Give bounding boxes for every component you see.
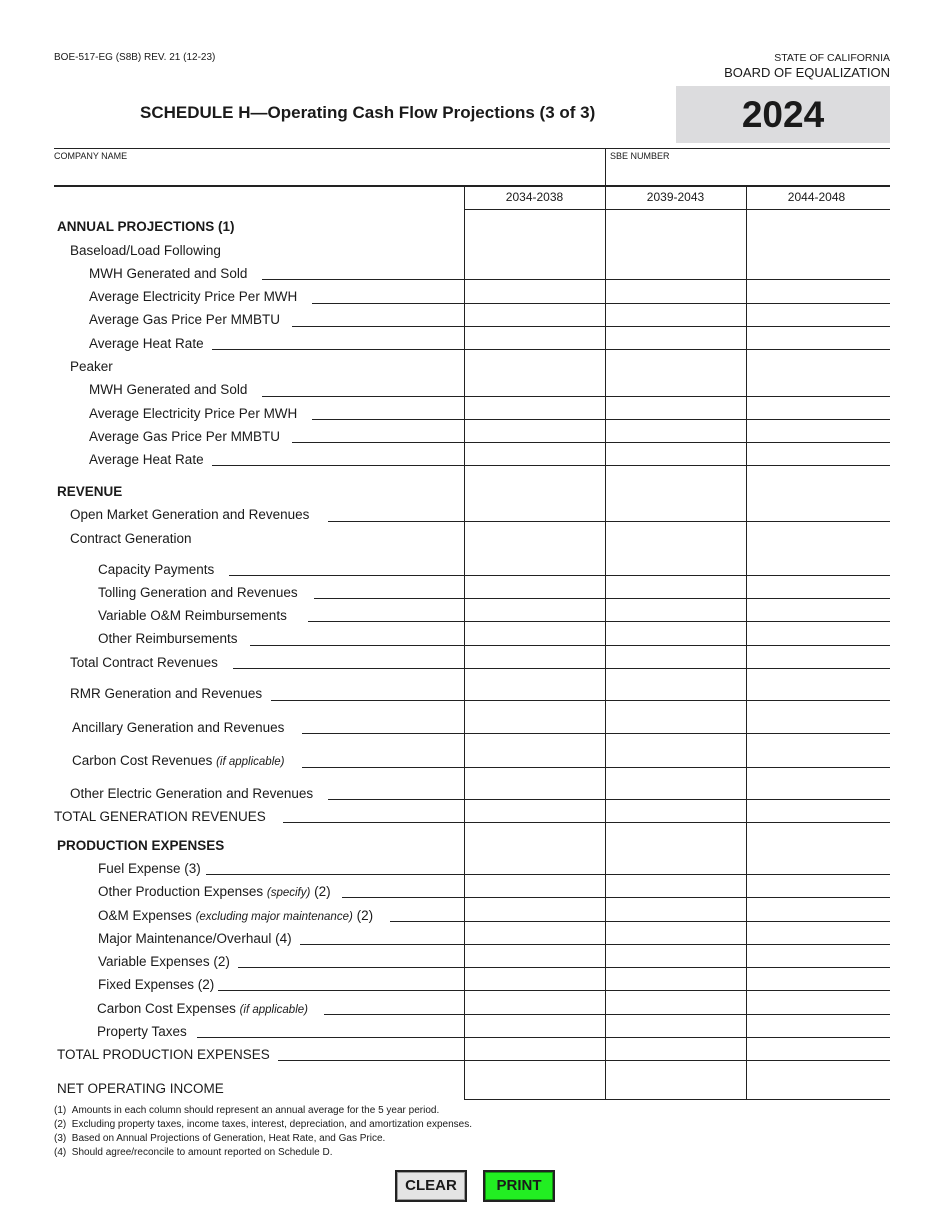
label-peaker: Peaker	[70, 359, 117, 374]
label-property-taxes: Property Taxes	[97, 1024, 191, 1039]
input-net-income-2044[interactable]	[748, 1062, 888, 1098]
label-pk-gas-price: Average Gas Price Per MMBTU	[89, 429, 284, 444]
label-variable-om: Variable O&M Reimbursements	[98, 608, 291, 623]
label-fuel-expense: Fuel Expense (3)	[98, 861, 205, 876]
input-bl-mwh-2039[interactable]	[607, 257, 744, 278]
section-production-expenses: PRODUCTION EXPENSES	[57, 838, 228, 853]
label-capacity-payments: Capacity Payments	[98, 562, 218, 577]
label-other-production: Other Production Expenses (specify) (2)	[98, 884, 335, 899]
tax-year: 2024	[741, 94, 825, 135]
label-pk-mwh: MWH Generated and Sold	[89, 382, 251, 397]
board-label: BOARD OF EQUALIZATION	[724, 65, 890, 80]
label-variable-expenses: Variable Expenses (2)	[98, 954, 234, 969]
label-other-reimbursements: Other Reimbursements	[98, 631, 242, 646]
page-title: SCHEDULE H—Operating Cash Flow Projections (3 of 3)	[140, 103, 596, 122]
label-rmr: RMR Generation and Revenues	[70, 686, 266, 701]
label-bl-electricity-price: Average Electricity Price Per MWH	[89, 289, 301, 304]
column-header-2034: 2034-2038	[505, 190, 564, 204]
label-open-market: Open Market Generation and Revenues	[70, 507, 313, 522]
label-contract-generation: Contract Generation	[70, 531, 196, 546]
label-baseload: Baseload/Load Following	[70, 243, 225, 258]
footnote-2: (2) Excluding property taxes, income taxes, interest, depreciation, and amortization expenses.	[54, 1119, 472, 1130]
input-bl-mwh-2044[interactable]	[748, 257, 888, 278]
label-bl-heat-rate: Average Heat Rate	[89, 336, 208, 351]
company-name-field[interactable]	[54, 162, 602, 185]
footnote-1: (1) Amounts in each column should represent an annual average for the 5 year period.	[54, 1105, 440, 1116]
state-label: STATE OF CALIFORNIA	[774, 52, 890, 64]
sbe-number-field[interactable]	[608, 162, 888, 185]
column-header-2039: 2039-2043	[646, 190, 705, 204]
label-carbon-expenses: Carbon Cost Expenses (if applicable)	[97, 1001, 312, 1016]
company-name-label: COMPANY NAME	[54, 151, 128, 161]
print-button[interactable]: PRINT	[483, 1170, 555, 1202]
label-om-expenses: O&M Expenses (excluding major maintenance) (2)	[98, 908, 377, 923]
label-total-generation-revenues: TOTAL GENERATION REVENUES	[54, 809, 270, 824]
label-net-operating-income: NET OPERATING INCOME	[57, 1081, 228, 1096]
label-fixed-expenses: Fixed Expenses (2)	[98, 977, 218, 992]
label-pk-electricity-price: Average Electricity Price Per MWH	[89, 406, 301, 421]
label-bl-gas-price: Average Gas Price Per MMBTU	[89, 312, 284, 327]
footnote-3: (3) Based on Annual Projections of Generation, Heat Rate, and Gas Price.	[54, 1133, 386, 1144]
column-header-2044: 2044-2048	[787, 190, 846, 204]
label-other-electric: Other Electric Generation and Revenues	[70, 786, 317, 801]
label-bl-mwh: MWH Generated and Sold	[89, 266, 251, 281]
label-tolling: Tolling Generation and Revenues	[98, 585, 302, 600]
clear-button[interactable]: CLEAR	[395, 1170, 467, 1202]
year-box	[676, 86, 890, 143]
label-total-production-expenses: TOTAL PRODUCTION EXPENSES	[57, 1047, 274, 1062]
footnote-4: (4) Should agree/reconcile to amount reported on Schedule D.	[54, 1147, 333, 1158]
input-net-income-2034[interactable]	[466, 1062, 603, 1098]
section-annual-projections: ANNUAL PROJECTIONS (1)	[57, 219, 239, 234]
input-net-income-2039[interactable]	[607, 1062, 744, 1098]
label-major-maintenance: Major Maintenance/Overhaul (4)	[98, 931, 296, 946]
label-total-contract: Total Contract Revenues	[70, 655, 222, 670]
input-bl-mwh-2034[interactable]	[466, 257, 603, 278]
label-carbon-revenues: Carbon Cost Revenues (if applicable)	[72, 753, 289, 768]
label-pk-heat-rate: Average Heat Rate	[89, 452, 208, 467]
label-ancillary: Ancillary Generation and Revenues	[72, 720, 288, 735]
section-revenue: REVENUE	[57, 484, 126, 499]
sbe-number-label: SBE NUMBER	[610, 151, 670, 161]
form-id: BOE-517-EG (S8B) REV. 21 (12-23)	[54, 52, 216, 63]
